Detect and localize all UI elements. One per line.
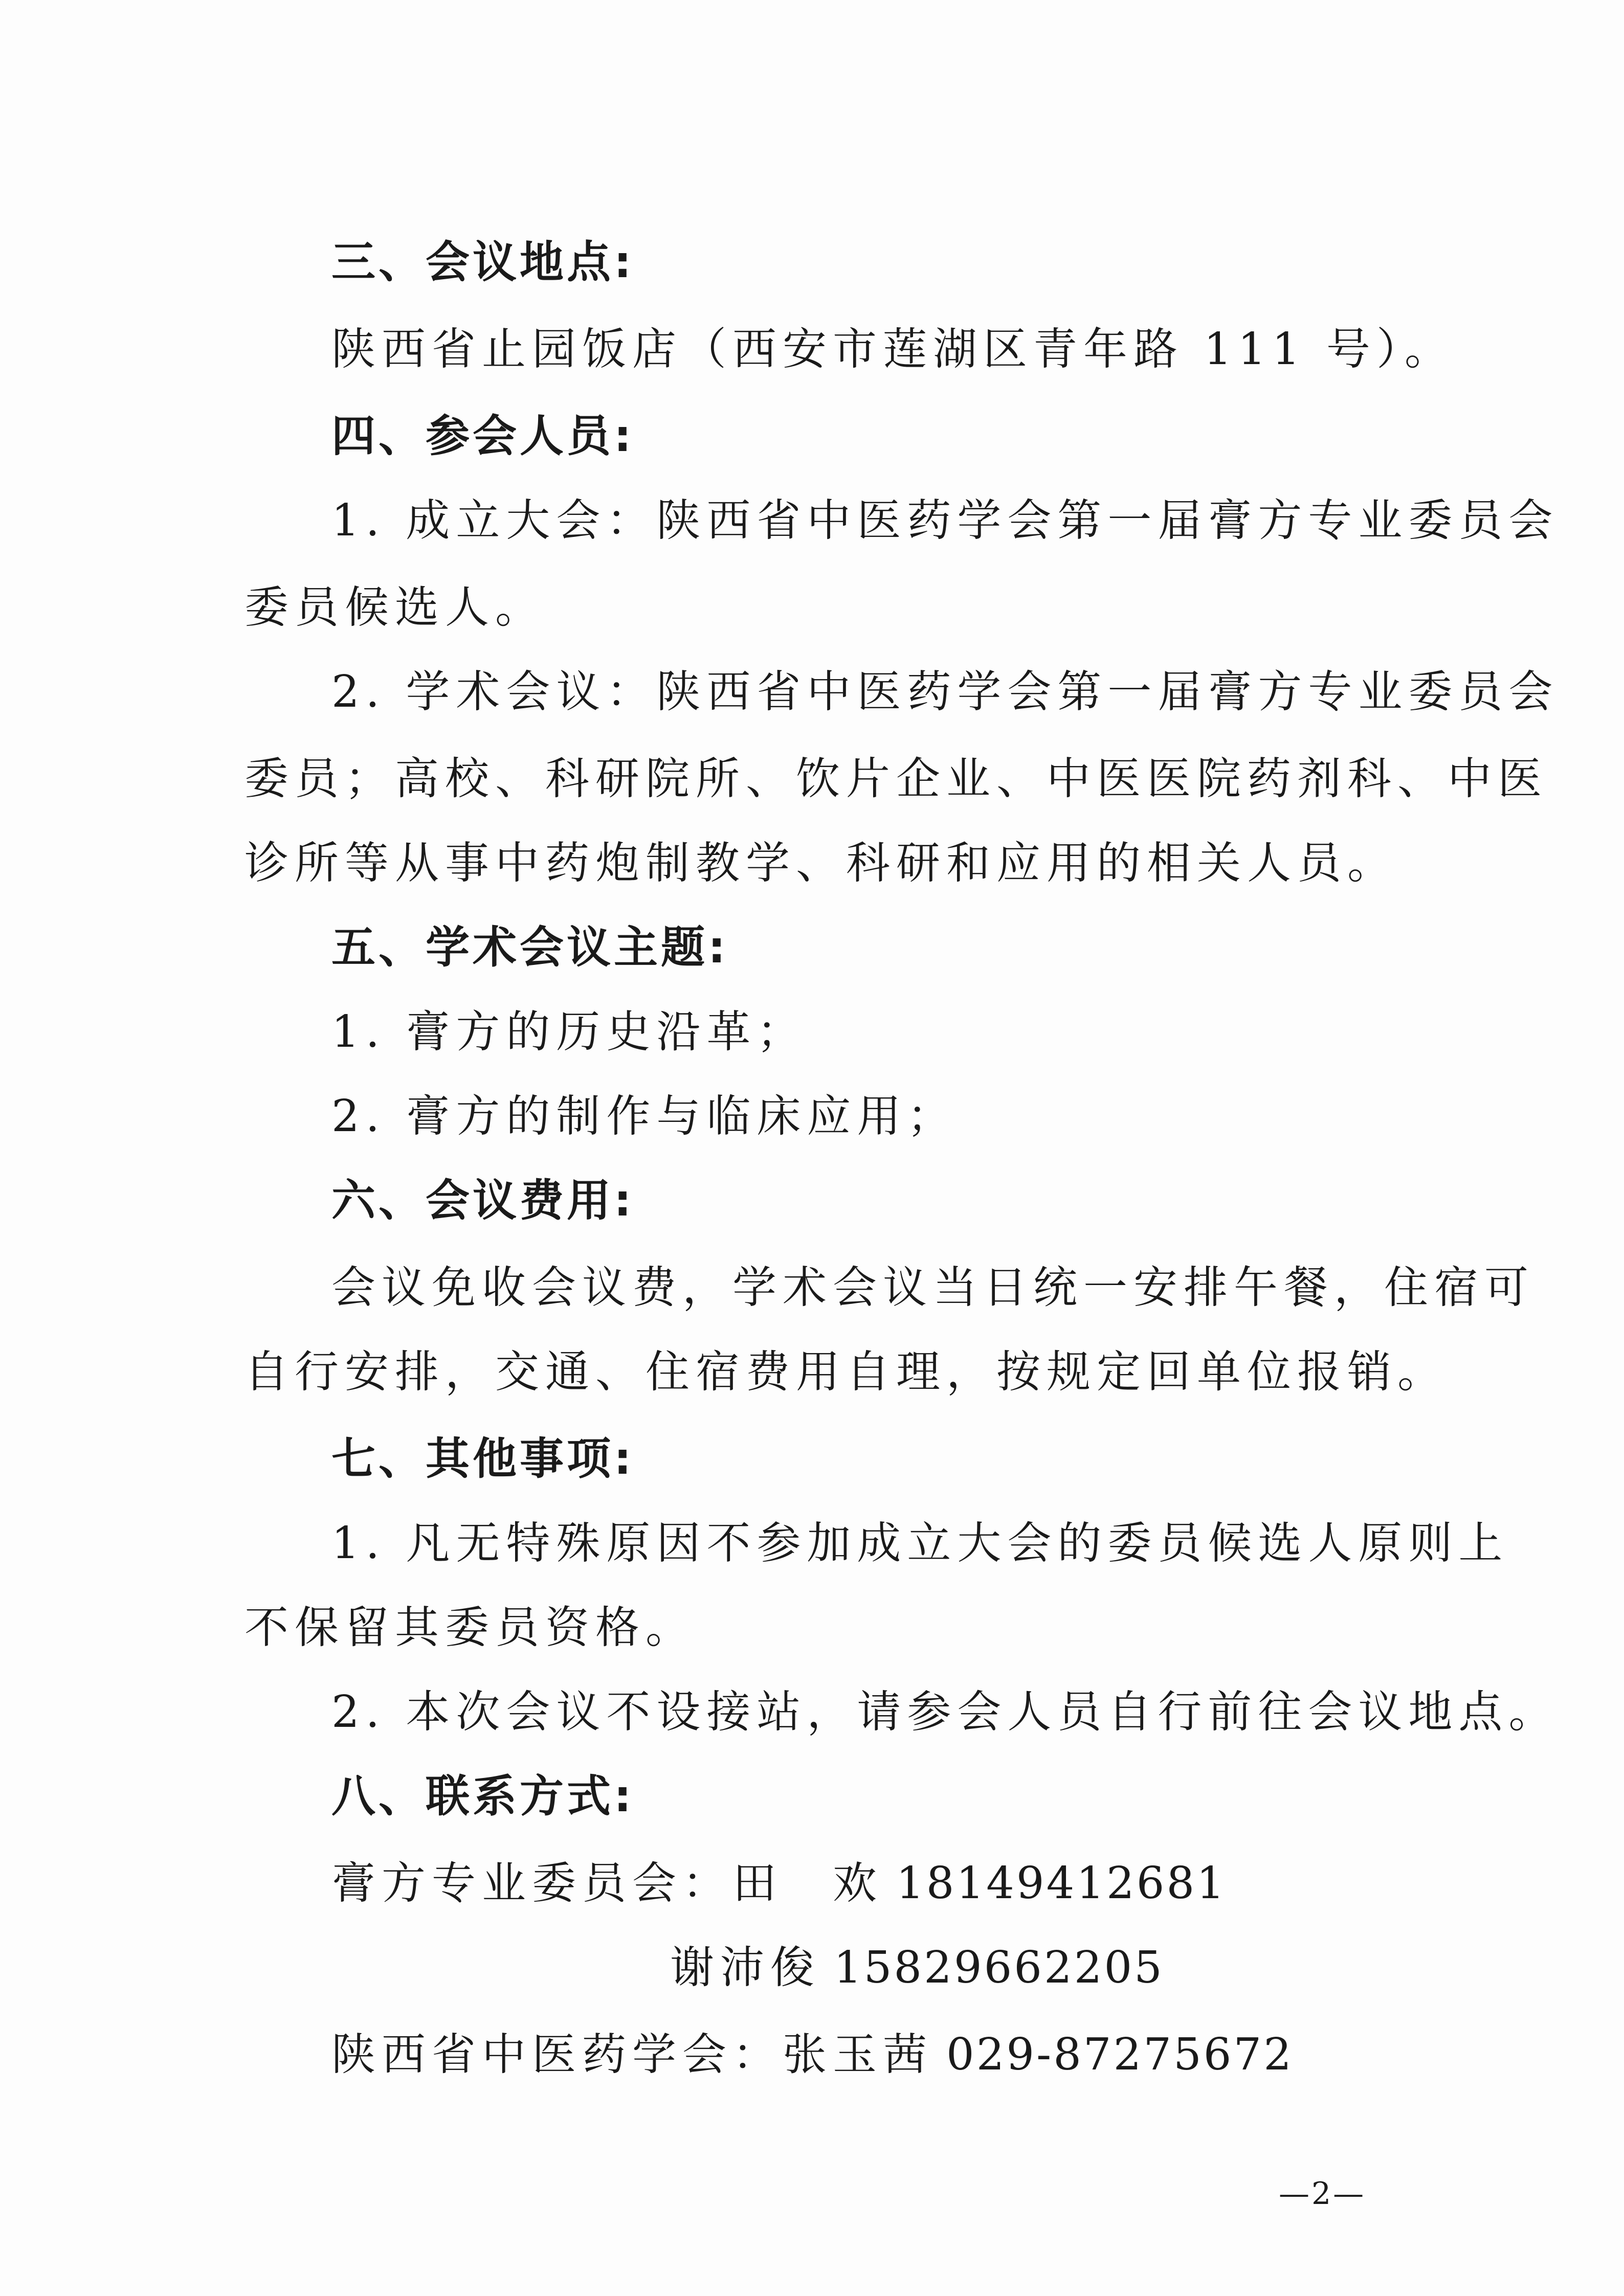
contact-row-3: [331, 2029, 1294, 2080]
contact-row-1: [331, 1858, 1227, 1909]
theme-item-1: 1. 膏方的历史沿革；: [331, 1006, 807, 1057]
contact-name: 谢沛俊: [670, 1942, 820, 1993]
contact-row-2: [670, 1942, 1164, 1993]
other-item-2: 2. 本次会议不设接站，请参会人员自行前往会议地点。: [331, 1686, 1559, 1738]
attendees-item-2-line-1: 2. 学术会议：陕西省中医药学会第一届膏方专业委员会: [331, 666, 1559, 717]
section-heading-venue: 三、会议地点:: [331, 237, 635, 288]
section-heading-attendees: 四、参会人员:: [331, 411, 635, 462]
contact-phone: 15829662205: [834, 1942, 1164, 1993]
section-heading-theme: 五、学术会议主题:: [331, 922, 729, 973]
attendees-item-1-line-1: 1. 成立大会：陕西省中医药学会第一届膏方专业委员会: [331, 495, 1559, 546]
page-number: —2—: [1279, 2176, 1366, 2212]
section-heading-contact: 八、联系方式:: [331, 1771, 635, 1822]
section-heading-fees: 六、会议费用:: [331, 1175, 635, 1226]
contact-phone: 18149412681: [896, 1858, 1227, 1909]
contact-name: 张玉茜: [783, 2029, 933, 2080]
attendees-item-2-line-2: 委员；高校、科研院所、饮片企业、中医医院药剂科、中医: [244, 753, 1548, 804]
contact-name: 田 欢: [732, 1858, 883, 1909]
section-heading-other: 七、其他事项:: [331, 1433, 635, 1484]
contact-org: 膏方专业委员会：: [331, 1858, 732, 1909]
attendees-item-2-line-3: 诊所等从事中药炮制教学、科研和应用的相关人员。: [244, 838, 1397, 889]
attendees-item-1-line-2: 委员候选人。: [244, 582, 545, 633]
contact-org: 陕西省中医药学会：: [331, 2029, 783, 2080]
fees-line-2: 自行安排，交通、住宿费用自理，按规定回单位报销。: [244, 1346, 1448, 1398]
venue-text: 陕西省止园饭店（西安市莲湖区青年路 111 号）。: [331, 324, 1455, 375]
other-item-1-line-2: 不保留其委员资格。: [244, 1602, 696, 1653]
other-item-1-line-1: 1. 凡无特殊原因不参加成立大会的委员候选人原则上: [331, 1518, 1509, 1569]
contact-phone: 029-87275672: [946, 2029, 1294, 2080]
theme-item-2: 2. 膏方的制作与临床应用；: [331, 1091, 958, 1142]
fees-line-1: 会议免收会议费，学术会议当日统一安排午餐，住宿可: [331, 1262, 1534, 1313]
